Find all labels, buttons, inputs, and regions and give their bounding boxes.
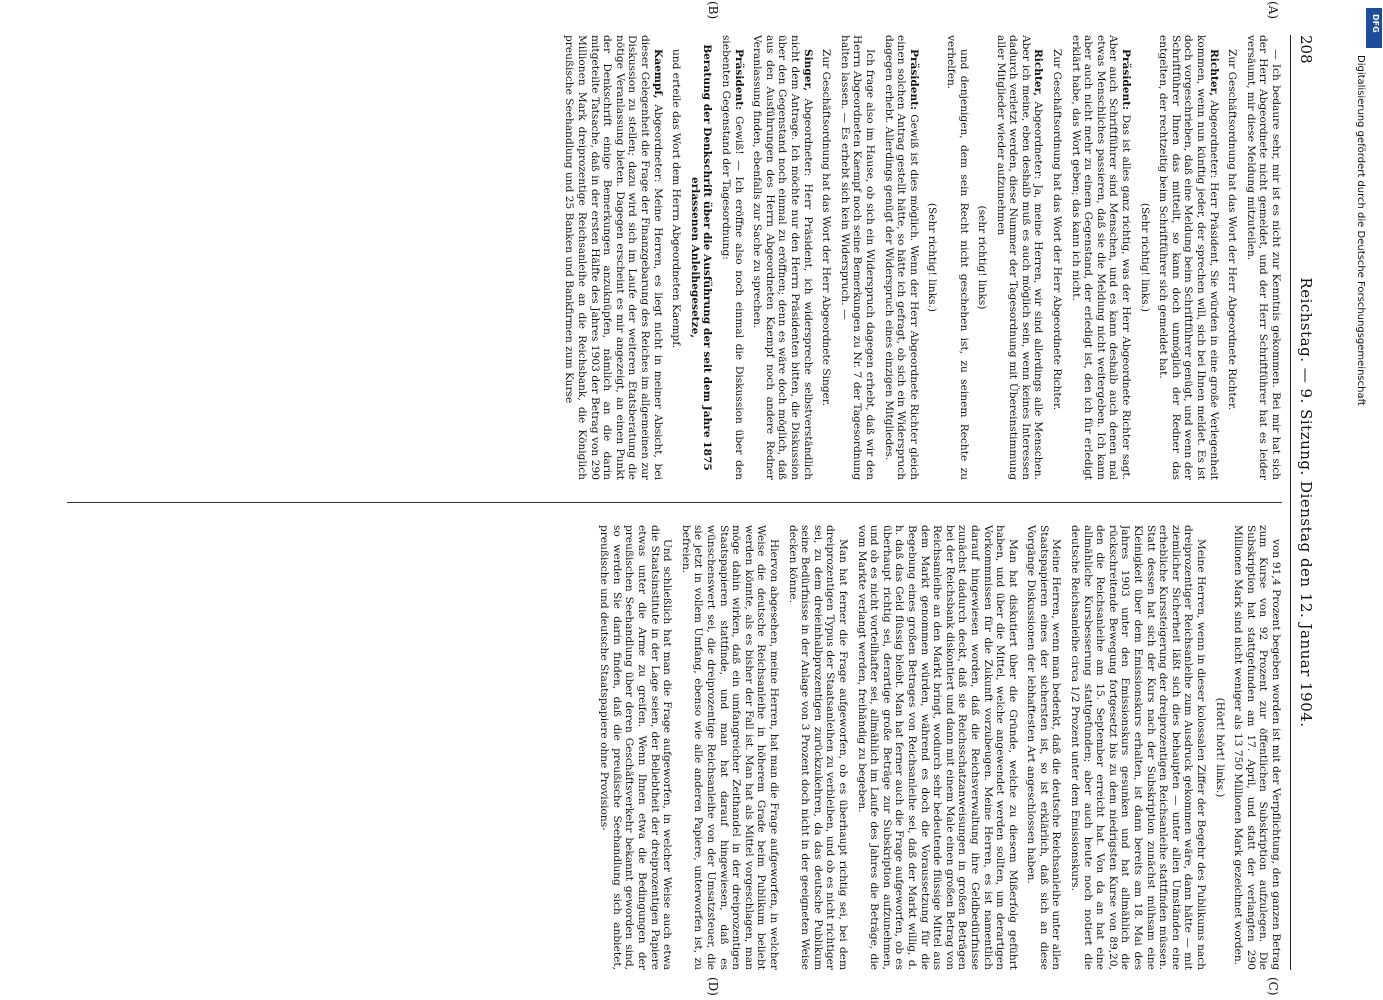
rotated-page [55, 1, 1320, 996]
paragraph [786, 525, 849, 970]
column-divider [67, 502, 1282, 503]
interjection: (Hört! hört! links.) [1213, 697, 1226, 798]
paragraph-text: Hiervon abgesehen, meine Herren, hat man die Frage aufgeworfen, in welcher Weise die deutsche Reichsanleihe in höherem Grade beim Publikum beliebt werden könnte, als es bisher der Fall ist. Man hat als Mittel vorgeschlagen, man möge dahin wirken, daß ein umfangreicher Zeithandel in der dreiprozentigen Staatspapieren stattfinde, und man hat darauf hingewiesen, daß es wünschenswert sei, die dreiprozentige Reichsanleihe von der Umsatzsteuer, die sie jetzt in vollem Umfang, ebenso wie alle anderen Papiere, unterworfen ist, zu befreien. [679, 525, 781, 970]
paragraph [719, 35, 744, 480]
speaker-name: Kaempf, [651, 49, 664, 105]
speaker-name: Präsident: [1120, 49, 1133, 115]
page-header [1292, 35, 1320, 970]
paragraph-text: und denjenigen, dem sein Recht nicht geschehen ist, zu seinem Rechte zu verhelfen. [944, 35, 970, 480]
paragraph-text: Abgeordneter: Herr Präsident, Sie würden in eine große Verlegenheit kommen, wenn nun künftig jeder, der sprechen will, sich bei Ihnen meldet. Es ist doch vorgeschrieben, daß eine Meldung beim Schriftführer genügt, und wenn der Schriftführer Ihnen das mitteilt, so kann doch unmöglich der Redner das entgelten, der rechtzeitig beim Schriftführer sich gemeldet hat. [1157, 35, 1220, 480]
running-title: Reichstag. — 9. Sitzung. Dienstag den 12. Januar 1904. [1297, 277, 1315, 728]
speaker-name: Singer, [801, 49, 814, 99]
paragraph [598, 525, 674, 970]
paragraph-text: Man hat diskutiert über die Gründe, welche zu diesem Mißerfolg geführt haben, und über die Mittel, welche angewendet werden sollten, um derartigen Vorkommnissen für die Zukunft vorzubeugen. Meine Herren, es ist namentlich darauf hingewiesen worden, daß die Reichsverwaltung ihre Geldbedürfnisse zunächst dadurch deckt, daß sie Reichsschatzanweisungen in großen Beträgen bei der Reichsbank diskontiert und dann mit einem Male einen großen Betrag von Reichsanleihe an den Markt bringt, wodurch sehr bedeutende flüssige Mittel aus dem Markt genommen würden, während es doch die Voraussetzung für die Begebung eines großen Betrages von Reichsanleihe sei, daß der Markt willig, d. h. daß das Geld flüssig bleibt. Man hat ferner auch die Frage aufgeworfen, ob es überhaupt richtig sei, derartige große Beträge zur Subskription aufzunehmen, und ob es nicht vorteilhafter sei, allmählich im Laufe des Jahres die Beträge, die vom Markte verlangt werden, freihändig zu begeben. [855, 525, 1019, 970]
paragraph-text: von 91,4 Prozent begeben worden ist mit der Verpflichtung, den ganzen Betrag zum Kurse von 92 Prozent zur öffentlichen Subskription aufzulegen. Die Subskription hat stattgefunden am 17. April, und statt der verlangten 290 Millionen Mark sind nicht weniger als 13 750 Millionen Mark gezeichnet worden. [1232, 525, 1282, 970]
speaker-name: Präsident: [732, 49, 745, 117]
margin-mark-a: (A) [1266, 1, 1280, 20]
page-number: 208 [1297, 35, 1315, 64]
left-column [67, 35, 1282, 480]
paragraph-text: Man hat ferner die Frage aufgeworfen, ob es überhaupt richtig sei, bei dem dreiprozentigen Typus der Staatsanleihen zu verbleiben, und ob es nicht richtiger sei, zu dem dreieinhalbprozentigen zurückzukehren, da das deutsche Publikum seine Bedürfnisse in der Anlage von 3 Prozent doch nicht in der geeigneten Weise decken könne. [786, 525, 849, 970]
speaker-name: Richter, [1207, 49, 1220, 101]
paragraph [1025, 525, 1063, 970]
paragraph [838, 35, 876, 480]
paragraph-text: Meine Herren, wenn in dieser kolossalen Ziffer der Begehr des Publikums nach dreiprozentiger Reichsanleihe zum Ausdruck gekommen wäre, dann hätte — mit ziemlicher Sicherheit läßt sich dies behaupten — unter allen Umständen eine erhebliche Kurssteigerung der dreiprozentigen Reichsanleihe stattfinden müssen. Statt dessen hat sich der Kurs nach der Subskription zunächst mühsam eine Kleinigkeit über dem Emissionskurs erhalten, ist dann bereits am 18. Mai des Jahres 1903 unter den Emissionskurs gesunken und hat allmählich die rückschreitende Bewegung fortgesetzt bis zu dem niedrigsten Kurse von 89,20, den die Reichsanleihe am 15. September erreicht hat. Von da an hat eine allmähliche Kursbesserung stattgefunden; aber auch heute noch notiert die deutsche Reichsanleihe circa 1/2 Prozent unter dem Emissionskurs. [1069, 525, 1208, 970]
paragraph [1051, 35, 1064, 480]
paragraph [670, 35, 683, 480]
paragraph [751, 35, 814, 480]
paragraph [944, 35, 969, 480]
paragraph [1226, 35, 1239, 480]
paragraph [1069, 35, 1132, 480]
paragraph [1232, 525, 1282, 970]
interjection: (Sehr richtig! links.) [1138, 202, 1151, 313]
paragraph [1069, 525, 1208, 970]
paragraph-text: — Ich bedaure sehr, mir ist es nicht zur Kenntnis gekommen. Bei mir hat sich der Herr Abgeordnete nicht gemeldet, und der Herr Schriftführer hat es leider versäumt, mir diese Meldung mitzuteilen. [1244, 35, 1282, 480]
agenda-item: Beratung der Denkschrift über die Ausführung der seit dem Jahre 1875 erlassenen Anleihegesetze, [688, 44, 714, 471]
paragraph-text: Meine Herren, wenn man bedenkt, daß die deutsche Reichsanleihe unter allen Staatspapieren eines der sichersten ist, so ist erklärlich, daß sich an diese Vorgänge Diskussionen der lebhaftesten Art angeschlossen haben. [1025, 525, 1063, 970]
paragraph [882, 35, 920, 480]
paragraph [563, 35, 664, 480]
margin-mark-c: (C) [1266, 977, 1280, 996]
paragraph-text: Und schließlich hat man die Frage aufgeworfen, in welcher Weise auch etwa die Staatsinstitute in der Lage seien, der Beliebtheit der dreiprozentigen Papiere etwas unter die Arme zu greifen. Wenn Ihnen etwa die Bedingungen der preußischen Seehandlung über deren Geschäftsverkehr bekannt geworden sind, so werden Sie darin finden, daß die preußische Seehandlung sich anbietet, preußische und deutsche Staatspapiere ohne Provisions- [598, 525, 674, 970]
paragraph-text: und erteile das Wort dem Herrn Abgeordneten Kaempf. [670, 49, 683, 349]
header-rule [1290, 35, 1291, 970]
paragraph [820, 35, 833, 480]
paragraph [1157, 35, 1220, 480]
paragraph-text: Gewiß! — Ich eröffne also noch einmal die Diskussion über den siebenten Gegenstand der Tagesordnung: [720, 35, 745, 480]
margin-mark-d: (D) [706, 977, 720, 996]
interjection: (sehr richtig! links) [976, 205, 989, 310]
right-column [67, 525, 1282, 970]
dfg-logo-text: DFG [1371, 14, 1380, 33]
paragraph-text: Das ist alles ganz richtig, was der Herr Abgeordnete Richter sagt. Aber auch Schriftführer sind Menschen, und es kann deshalb auch denen mal etwas Menschliches passieren, daß sie die Meldung nicht weitergeben. Ich kann aber auch nicht mehr zu einem Gegenstand, der erledigt ist, den ich für erledigt erklärt habe, das Wort geben; das kann ich nicht. [1069, 35, 1133, 480]
paragraph [1244, 35, 1282, 480]
speaker-name: Präsident: [907, 49, 920, 115]
paragraph-text: Ich frage also im Hause, ob sich ein Widerspruch dagegen erhebt, daß wir den Herrn Abgeordneten Kaempf noch seine Bemerkungen zu Nr. 7 der Tagesordnung halten lassen. — Es erhebt sich kein Widerspruch. — [838, 35, 876, 480]
speaker-name: Richter, [1032, 49, 1045, 102]
interjection: (Sehr richtig! links.) [926, 202, 939, 313]
paragraph [994, 35, 1044, 480]
paragraph [679, 525, 780, 970]
paragraph-text: Abgeordneter: Ja, meine Herren, wir sind allerdings alle Menschen. Aber ich meine, eben deshalb muß es auch möglich sein, wenn keines Interessen dadurch verletzt werden, diese Nummer der Tagesordnung mit Übereinstimmung aller Mitglieder wieder aufzunehmen [994, 35, 1045, 480]
digitization-note: Digitalisierung gefördert durch die Deutsche Forschungsgemeinschaft [1355, 55, 1366, 406]
paragraph-text: Zur Geschäftsordnung hat das Wort der Herr Abgeordnete Richter. [1051, 49, 1064, 411]
margin-mark-b: (B) [706, 1, 720, 20]
paragraph-text: Zur Geschäftsordnung hat das Wort der Herr Abgeordnete Singer. [820, 49, 833, 407]
dfg-logo [1366, 8, 1382, 48]
paragraph-text: Zur Geschäftsordnung hat das Wort der Herr Abgeordnete Richter. [1226, 49, 1239, 411]
paragraph-text: Gewiß ist dies möglich. Wenn der Herr Abgeordnete Richter gleich einen solchen Antrag gestellt hätte, so hätte ich gefragt, ob sich ein Widerspruch dagegen erhebt. Allerdings genügt der Widerspruch eines einzigen Mitgliedes. [882, 35, 920, 480]
paragraph-text: Abgeordneter: Herr Präsident, ich widerspreche selbstverständlich nicht dem Antrage. Ich möchte nur den Herrn Präsidenten bitten, die Diskussion über den Gegenstand noch einmal zu eröffnen; denn es wäre doch möglich, daß aus den Ausführungen des Herrn Abgeordneten Kaempf noch andere Redner Veranlassung finden, ebenfalls zur Sache zu sprechen. [751, 35, 814, 480]
paragraph [855, 525, 1019, 970]
paragraph-text: Abgeordneter: Meine Herren, es liegt nicht in meiner Absicht, bei dieser Gelegenheit die Frage der Finanzgebarung des Reiches im allgemeinen zur Diskussion zu stellen; dazu wird sich im Laufe der weiteren Etatsberatung die nötige Veranlassung bieten. Dagegen erscheint es mir angezeigt, an einen Punkt der Denkschrift einige Bemerkungen anzuknüpfen, nämlich an die darin mitgeteilte Tatsache, daß in der ersten Hälfte des Jahres 1903 der Betrag von 290 Millionen Mark dreiprozentige Reichsanleihe an die Reichsbank, die Königlich preußische Seehandlung und 25 Banken und Bankfirmen zum Kurse [563, 35, 664, 480]
